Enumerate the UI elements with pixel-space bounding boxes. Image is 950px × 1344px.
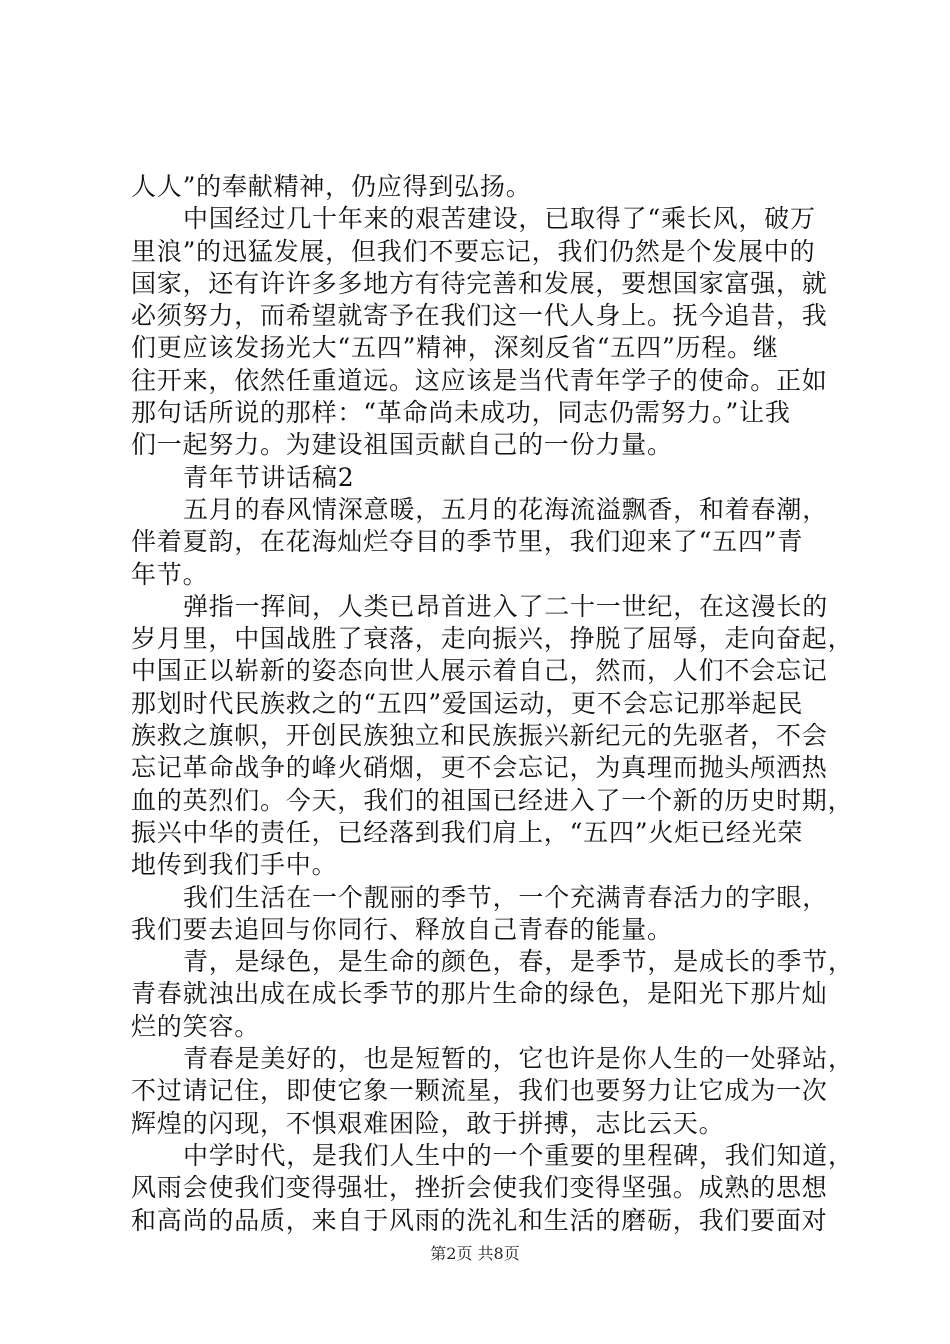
text-line: 不过请记住，即使它象一颗流星，我们也要努力让它成为一次 (131, 1076, 828, 1106)
text-line: 国家，还有许许多多地方有待完善和发展，要想国家富强，就 (131, 268, 828, 298)
text-line: 中学时代，是我们人生中的一个重要的里程碑，我们知道， (183, 1140, 854, 1170)
text-line: 和高尚的品质，来自于风雨的洗礼和生活的磨砺，我们要面对 (131, 1205, 828, 1235)
text-line: 五月的春风情深意暖，五月的花海流溢飘香，和着春潮， (183, 494, 829, 524)
text-line: 人人”的奉献精神，仍应得到弘扬。 (131, 172, 532, 201)
text-line: 们一起努力。为建设祖国贡献自己的一份力量。 (131, 430, 673, 460)
text-line: 青，是绿色，是生命的颜色，春，是季节，是成长的季节， (183, 947, 854, 977)
text-line: 中国正以崭新的姿态向世人展示着自己，然而，人们不会忘记 (131, 656, 828, 686)
text-line: 青春是美好的，也是短暂的，它也许是你人生的一处驿站， (183, 1044, 854, 1074)
text-line: 辉煌的闪现，不惧艰难困险，敢于拼搏，志比云天。 (131, 1108, 725, 1138)
document-body (131, 171, 854, 1237)
text-line: 往开来，依然任重道远。这应该是当代青年学子的使命。正如 (131, 365, 828, 395)
text-line: 里浪”的迅猛发展，但我们不要忘记，我们仍然是个发展中的 (131, 236, 816, 266)
text-line: 振兴中华的责任，已经落到我们肩上，“五四”火炬已经光荣 (131, 817, 804, 847)
text-line: 那句话所说的那样：“革命尚未成功，同志仍需努力。”让我 (131, 398, 791, 428)
text-line: 烂的笑容。 (131, 1011, 261, 1041)
text-line: 伴着夏韵，在花海灿烂夺目的季节里，我们迎来了“五四”青 (131, 527, 804, 557)
text-line: 那划时代民族救之的“五四”爱国运动，更不会忘记那举起民 (131, 688, 804, 718)
text-line: 族救之旗帜，开创民族独立和民族振兴新纪元的先驱者，不会 (131, 721, 828, 751)
text-line: 年节。 (131, 559, 209, 589)
text-line: 青年节讲话稿2 (183, 462, 355, 492)
text-line: 岁月里，中国战胜了衰落，走向振兴，挣脱了屈辱，走向奋起， (131, 624, 854, 654)
text-line: 忘记革命战争的峰火硝烟，更不会忘记，为真理而抛头颅洒热 (131, 753, 828, 783)
text-line: 地传到我们手中。 (131, 850, 338, 880)
text-line: 血的英烈们。今天，我们的祖国已经进入了一个新的历史时期， (131, 785, 854, 815)
text-line: 们更应该发扬光大“五四”精神，深刻反省“五四”历程。继 (131, 333, 779, 363)
text-line: 弹指一挥间，人类已昂首进入了二十一世纪，在这漫长的 (183, 591, 829, 621)
page-footer: 第2页 共8页 (430, 1244, 520, 1263)
text-line: 青春就浊出成在成长季节的那片生命的绿色，是阳光下那片灿 (131, 979, 828, 1009)
text-line: 风雨会使我们变得强壮，挫折会使我们变得坚强。成熟的思想 (131, 1173, 828, 1203)
text-line: 中国经过几十年来的艰苦建设，已取得了“乘长风，破万 (183, 204, 816, 234)
text-line: 我们要去追回与你同行、释放自己青春的能量。 (131, 914, 673, 944)
text-line: 必须努力，而希望就寄予在我们这一代人身上。抚今追昔，我 (131, 301, 828, 331)
text-line: 我们生活在一个靓丽的季节，一个充满青春活力的字眼， (183, 882, 829, 912)
